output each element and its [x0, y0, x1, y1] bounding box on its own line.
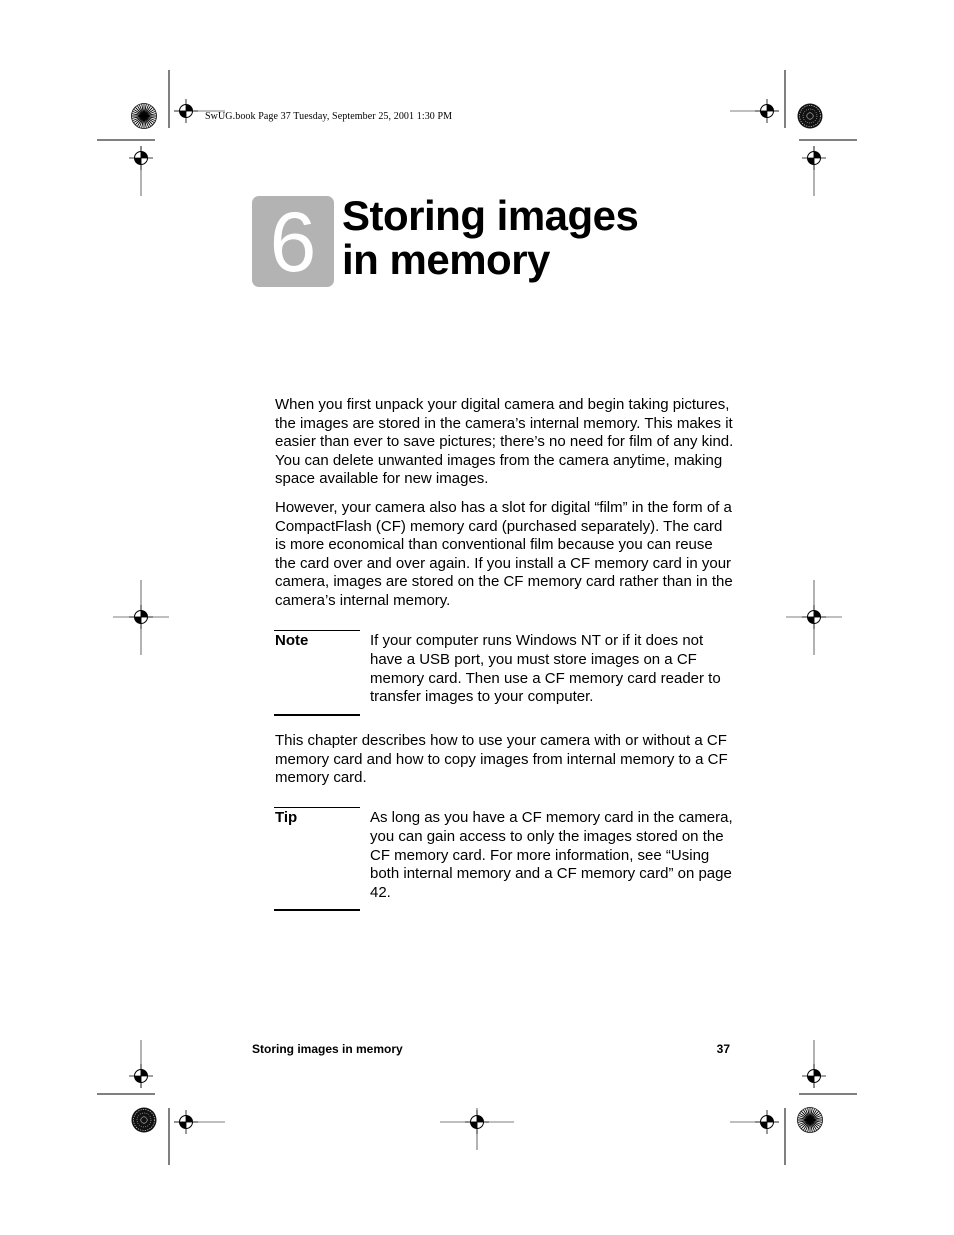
- body-paragraph-2: However, your camera also has a slot for digital “film” in the form of a CompactFlash (CF) memory card (purchased separately). The card is more economical than conventional film because you can reuse the card over and over again. If you install a CF memory card in your camera, images are stored on the CF memory card rather than in the camera’s internal memory.: [275, 499, 733, 609]
- chapter-title-line-2: in memory: [342, 236, 550, 283]
- footer-page-number: 37: [716, 1042, 730, 1056]
- body-paragraph-3: This chapter describes how to use your camera with or without a CF memory card and how to copy images from internal memory to a CF memory card.: [275, 732, 728, 787]
- tip-text: As long as you have a CF memory card in the camera, you can gain access to only the images stored on the CF memory card. For more information, see “Using both internal memory and a CF memory card” on page 42.: [370, 809, 733, 902]
- footer-chapter-title: Storing images in memory: [252, 1042, 403, 1056]
- tip-label: Tip: [275, 809, 298, 826]
- note-label: Note: [275, 632, 309, 649]
- body-paragraph-1: When you first unpack your digital camera and begin taking pictures, the images are stored in the camera’s internal memory. This makes it easier than ever to save pictures; there’s no need for film of any kind. You can delete unwanted images from the camera anytime, making space available for new images.: [275, 396, 734, 488]
- print-slug: SwUG.book Page 37 Tuesday, September 25, 2001 1:30 PM: [205, 111, 453, 122]
- note-text: If your computer runs Windows NT or if it does not have a USB port, you must store images on a CF memory card. Then use a CF memory card reader to transfer images to your computer.: [370, 632, 721, 706]
- tip-bottom-rule: [274, 909, 360, 911]
- chapter-number-block: [252, 196, 334, 287]
- chapter-number: 6: [269, 195, 317, 289]
- tip-top-rule: [274, 807, 360, 808]
- note-top-rule: [274, 630, 360, 631]
- chapter-title-line-1: Storing images: [342, 192, 639, 239]
- note-bottom-rule: [274, 714, 360, 716]
- chapter-title: [342, 194, 638, 282]
